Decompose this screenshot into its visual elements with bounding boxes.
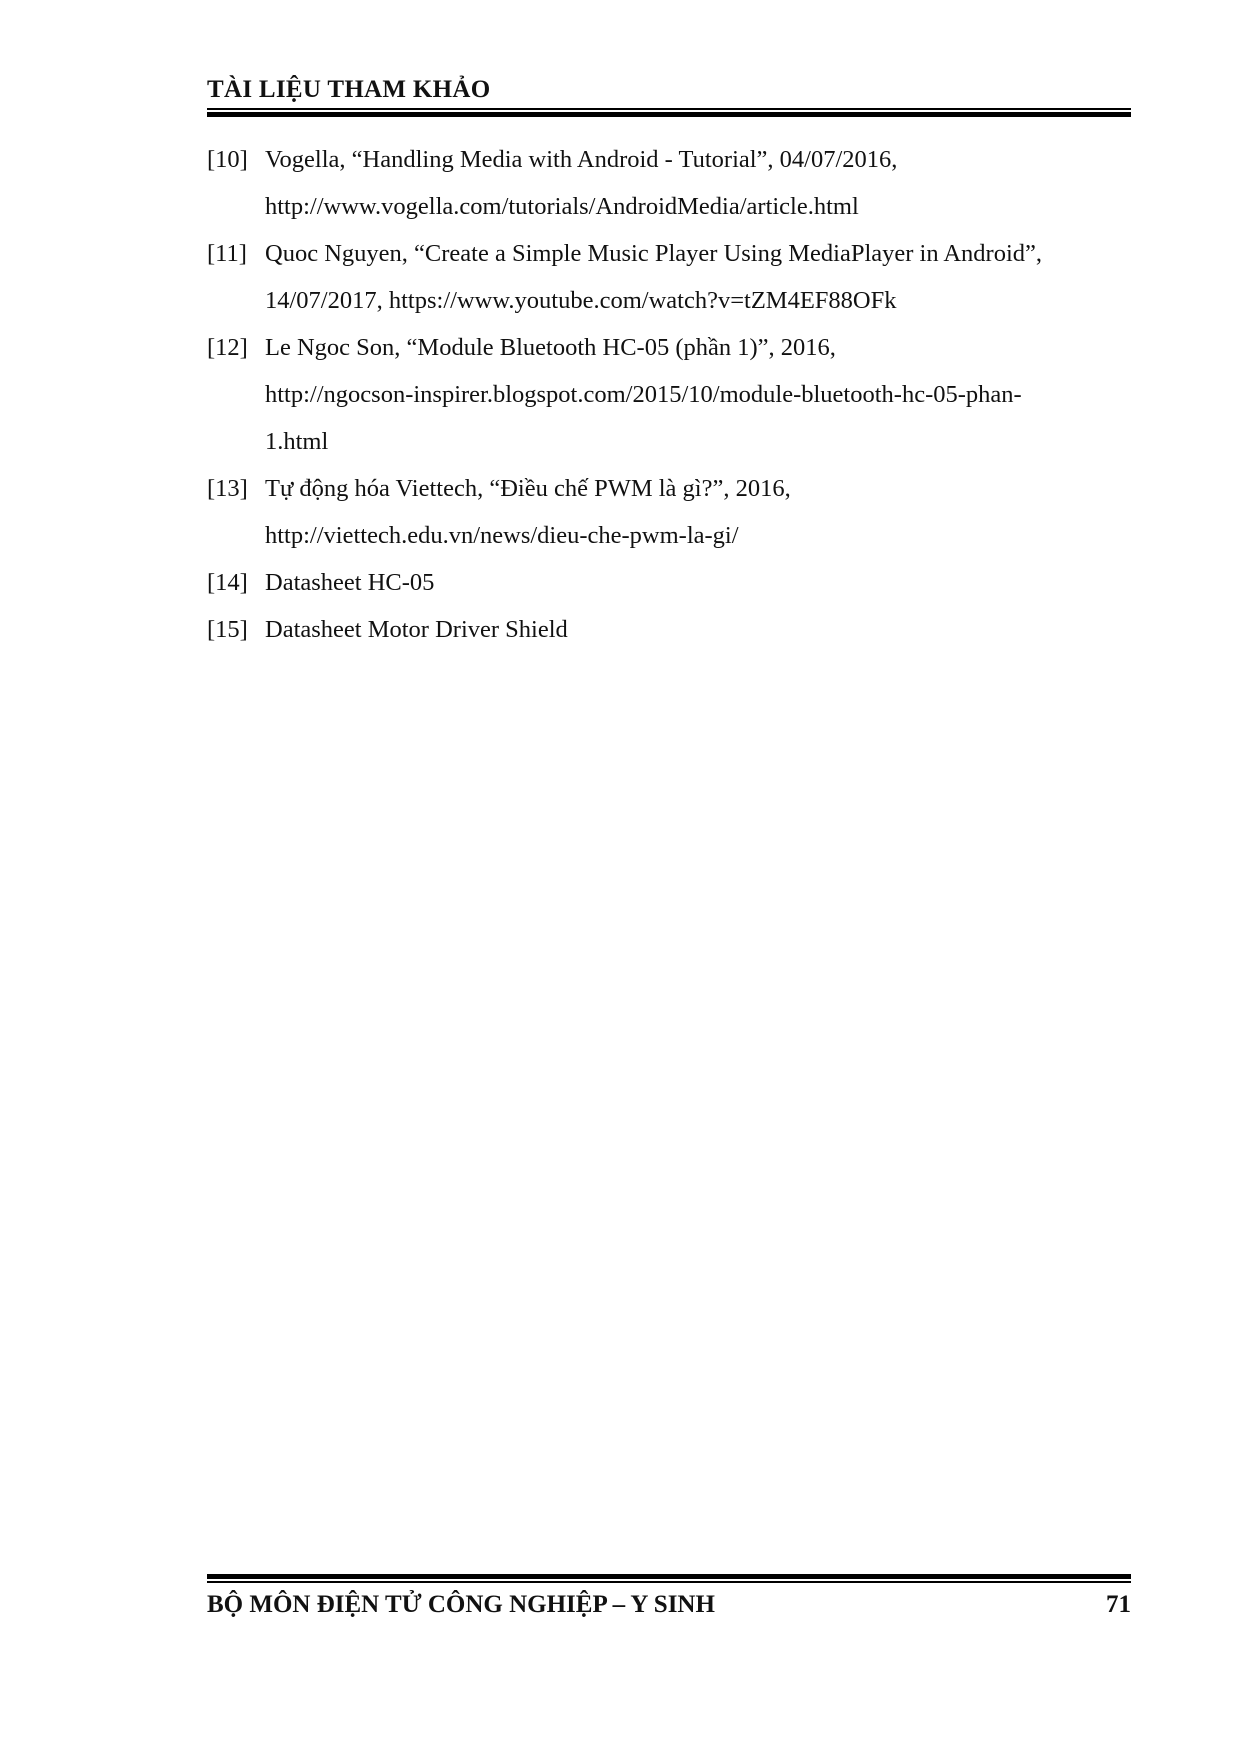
footer-department: BỘ MÔN ĐIỆN TỬ CÔNG NGHIỆP – Y SINH	[207, 1591, 715, 1618]
reference-line: Quoc Nguyen, “Create a Simple Music Player Using MediaPlayer in Android”,	[265, 240, 1043, 267]
reference-url: http://viettech.edu.vn/news/dieu-che-pwm-la-gi/	[265, 522, 739, 549]
footer-row	[207, 1583, 1131, 1627]
reference-line: Le Ngoc Son, “Module Bluetooth HC-05 (phần 1)”, 2016,	[265, 334, 836, 361]
reference-number: [11]	[207, 240, 247, 267]
reference-url: http://ngocson-inspirer.blogspot.com/2015/10/module-bluetooth-hc-05-phan-	[265, 381, 1022, 408]
reference-line: Vogella, “Handling Media with Android - Tutorial”, 04/07/2016,	[265, 146, 898, 173]
reference-item	[207, 230, 1131, 324]
reference-text	[265, 230, 1131, 324]
reference-url-continued: 1.html	[265, 428, 329, 455]
reference-number: [10]	[207, 146, 248, 173]
footer-rule-thick	[207, 1574, 1131, 1579]
page-number: 71	[1106, 1591, 1131, 1618]
reference-line: Datasheet Motor Driver Shield	[265, 616, 568, 643]
reference-number: [13]	[207, 475, 248, 502]
header-rule-thin	[207, 108, 1131, 110]
reference-item	[207, 136, 1131, 230]
page-title: TÀI LIỆU THAM KHẢO	[207, 76, 491, 103]
reference-line: Datasheet HC-05	[265, 569, 435, 596]
reference-number: [14]	[207, 569, 248, 596]
reference-item	[207, 324, 1131, 465]
reference-item	[207, 606, 1131, 653]
reference-text	[265, 559, 1131, 606]
reference-item	[207, 559, 1131, 606]
reference-url: http://www.vogella.com/tutorials/AndroidMedia/article.html	[265, 193, 859, 220]
reference-url: 14/07/2017, https://www.youtube.com/watch?v=tZM4EF88OFk	[265, 287, 897, 314]
reference-text	[265, 606, 1131, 653]
page-header	[207, 72, 1131, 117]
reference-text	[265, 324, 1131, 465]
reference-item	[207, 465, 1131, 559]
page-footer	[207, 1574, 1131, 1627]
reference-number: [12]	[207, 334, 248, 361]
reference-text	[265, 465, 1131, 559]
reference-list	[207, 136, 1131, 653]
reference-text	[265, 136, 1131, 230]
header-rule-thick	[207, 112, 1131, 117]
reference-number: [15]	[207, 616, 248, 643]
reference-line: Tự động hóa Viettech, “Điều chế PWM là gì?”, 2016,	[265, 475, 791, 502]
